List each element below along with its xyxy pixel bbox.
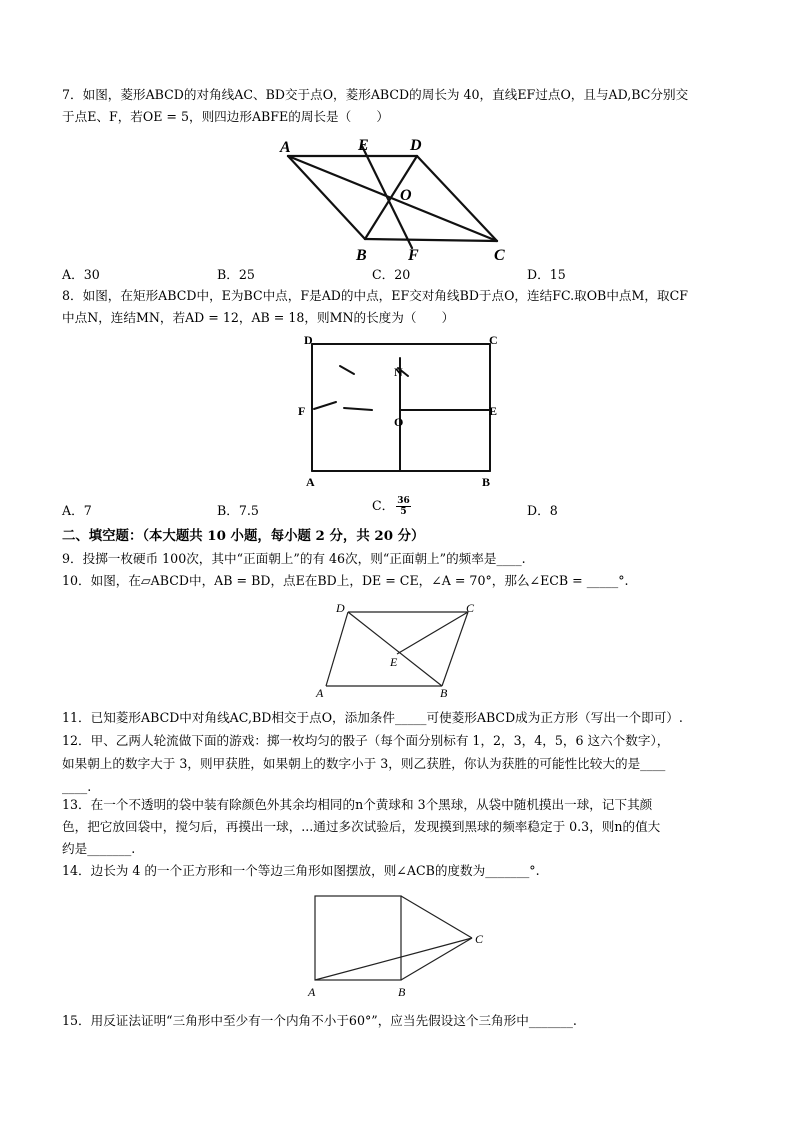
q8-option-a[interactable]: A．7 — [62, 503, 92, 518]
q10-label-c: C — [466, 601, 475, 615]
q10-label-b: B — [440, 686, 448, 700]
q10-side-ad — [326, 612, 348, 686]
q9-text: 9．投掷一枚硬币 100次，其中“正面朝上”的有 46次，则“正面朝上”的频率是____. — [62, 551, 526, 566]
q12-line2: 如果朝上的数字大于 3，则甲获胜，如果朝上的数字小于 3，则乙获胜，你认为获胜的可能性比较大的是____ — [62, 756, 666, 771]
q7-option-c[interactable]: C．20 — [372, 267, 411, 282]
q7-label-e: E — [358, 137, 369, 154]
q7-label-d: D — [410, 137, 422, 154]
q8-option-d[interactable]: D．8 — [527, 503, 558, 518]
q7-option-d[interactable]: D．15 — [527, 267, 566, 282]
q8-label-e: E — [489, 404, 498, 418]
q10-parallelogram-figure — [312, 598, 492, 703]
q8-label-b: B — [482, 475, 491, 489]
q8-label-d: D — [304, 333, 313, 347]
q11-text: 11．已知菱形ABCD中对角线AC,BD相交于点O，添加条件_____可使菱形ABCD成为正方形（写出一个即可）. — [62, 710, 683, 725]
q14-text: 14．边长为 4 的一个正方形和一个等边三角形如图摆放，则∠ACB的度数为_______°. — [62, 863, 540, 878]
q8-option-c-label: C． — [372, 498, 395, 513]
q8-fraction-denominator: 5 — [400, 507, 407, 517]
q7-side-cb — [365, 239, 497, 241]
q14-label-c: C — [475, 932, 484, 946]
q8-option-b[interactable]: B．7.5 — [217, 503, 259, 518]
q8-dash-1 — [340, 366, 354, 374]
q7-line2: 于点E、F，若OE = 5，则四边形ABFE的周长是（ ） — [62, 109, 389, 124]
q7-label-o: O — [400, 187, 412, 204]
q8-label-o: O — [394, 415, 404, 429]
q10-text: 10．如图，在▱ABCD中，AB = BD，点E在BD上，DE = CE，∠A = 70°，那么∠ECB = _____°. — [62, 573, 629, 588]
q13-line3: 约是_______. — [62, 841, 136, 856]
q7-line1: 7．如图，菱形ABCD的对角线AC、BD交于点O，菱形ABCD的周长为 40，直线EF过点O，且与AD,BC分别交 — [62, 87, 689, 102]
q13-line2: 色，把它放回袋中，搅匀后，再摸出一球，...通过多次试验后，发现摸到黑球的频率稳定于 0.3，则n的值大 — [62, 819, 661, 834]
q8-fraction-numerator: 36 — [397, 496, 410, 506]
q12-line1: 12．甲、乙两人轮流做下面的游戏：掷一枚均匀的骰子（每个面分别标有 1，2，3，4，5，6 这六个数字）， — [62, 733, 670, 748]
section-2-title: 二、填空题：（本大题共 10 小题，每小题 2 分，共 20 分） — [62, 528, 425, 544]
q8-label-c: C — [489, 333, 498, 347]
q14-triangle-side-2 — [401, 938, 472, 980]
q14-square-triangle-figure — [300, 888, 500, 1000]
q10-label-a: A — [316, 686, 324, 700]
q15-text: 15．用反证法证明“三角形中至少有一个内角不小于60°”，应当先假设这个三角形中_______. — [62, 1013, 577, 1028]
q7-side-ba — [288, 156, 365, 239]
q8-line2: 中点N，连结MN，若AD = 12，AB = 18，则MN的长度为（ ） — [62, 310, 455, 325]
q10-label-e: E — [390, 655, 398, 669]
q10-diagonal-db — [348, 612, 442, 686]
q10-segment-ce — [397, 612, 468, 654]
q8-option-c[interactable] — [372, 496, 411, 517]
q14-square — [315, 896, 401, 980]
q8-option-c-fraction — [396, 496, 411, 517]
q14-triangle-side-1 — [401, 896, 472, 938]
q14-label-b: B — [398, 985, 406, 999]
q8-label-f: F — [298, 404, 306, 418]
q10-label-d: D — [336, 601, 345, 615]
q8-line1: 8．如图，在矩形ABCD中，E为BC中点，F是AD的中点，EF交对角线BD于点O，连结FC.取OB中点M，取CF — [62, 288, 688, 303]
q13-line1: 13．在一个不透明的袋中装有除颜色外其余均相同的n个黄球和 3个黑球，从袋中随机摸出一球，记下其颜 — [62, 797, 653, 812]
q10-side-cb — [442, 612, 468, 686]
q7-label-b: B — [356, 247, 367, 264]
q7-option-a[interactable]: A．30 — [62, 267, 100, 282]
q12-line3: ____. — [62, 779, 92, 794]
q14-label-a: A — [308, 985, 316, 999]
q8-label-n: N — [394, 365, 403, 379]
q14-segment-ac — [315, 938, 472, 980]
q8-dash-2 — [314, 402, 336, 409]
q7-option-b[interactable]: B．25 — [217, 267, 255, 282]
q7-label-f: F — [408, 247, 419, 264]
q8-label-a: A — [306, 475, 315, 489]
q7-label-a: A — [280, 139, 291, 156]
q7-label-c: C — [494, 247, 505, 264]
q8-rectangle-figure — [290, 330, 510, 495]
q7-side-dc — [417, 156, 497, 241]
q7-rhombus-figure — [270, 128, 520, 268]
q8-dash-3 — [344, 408, 372, 410]
q7-diagonal-ac — [288, 156, 497, 241]
